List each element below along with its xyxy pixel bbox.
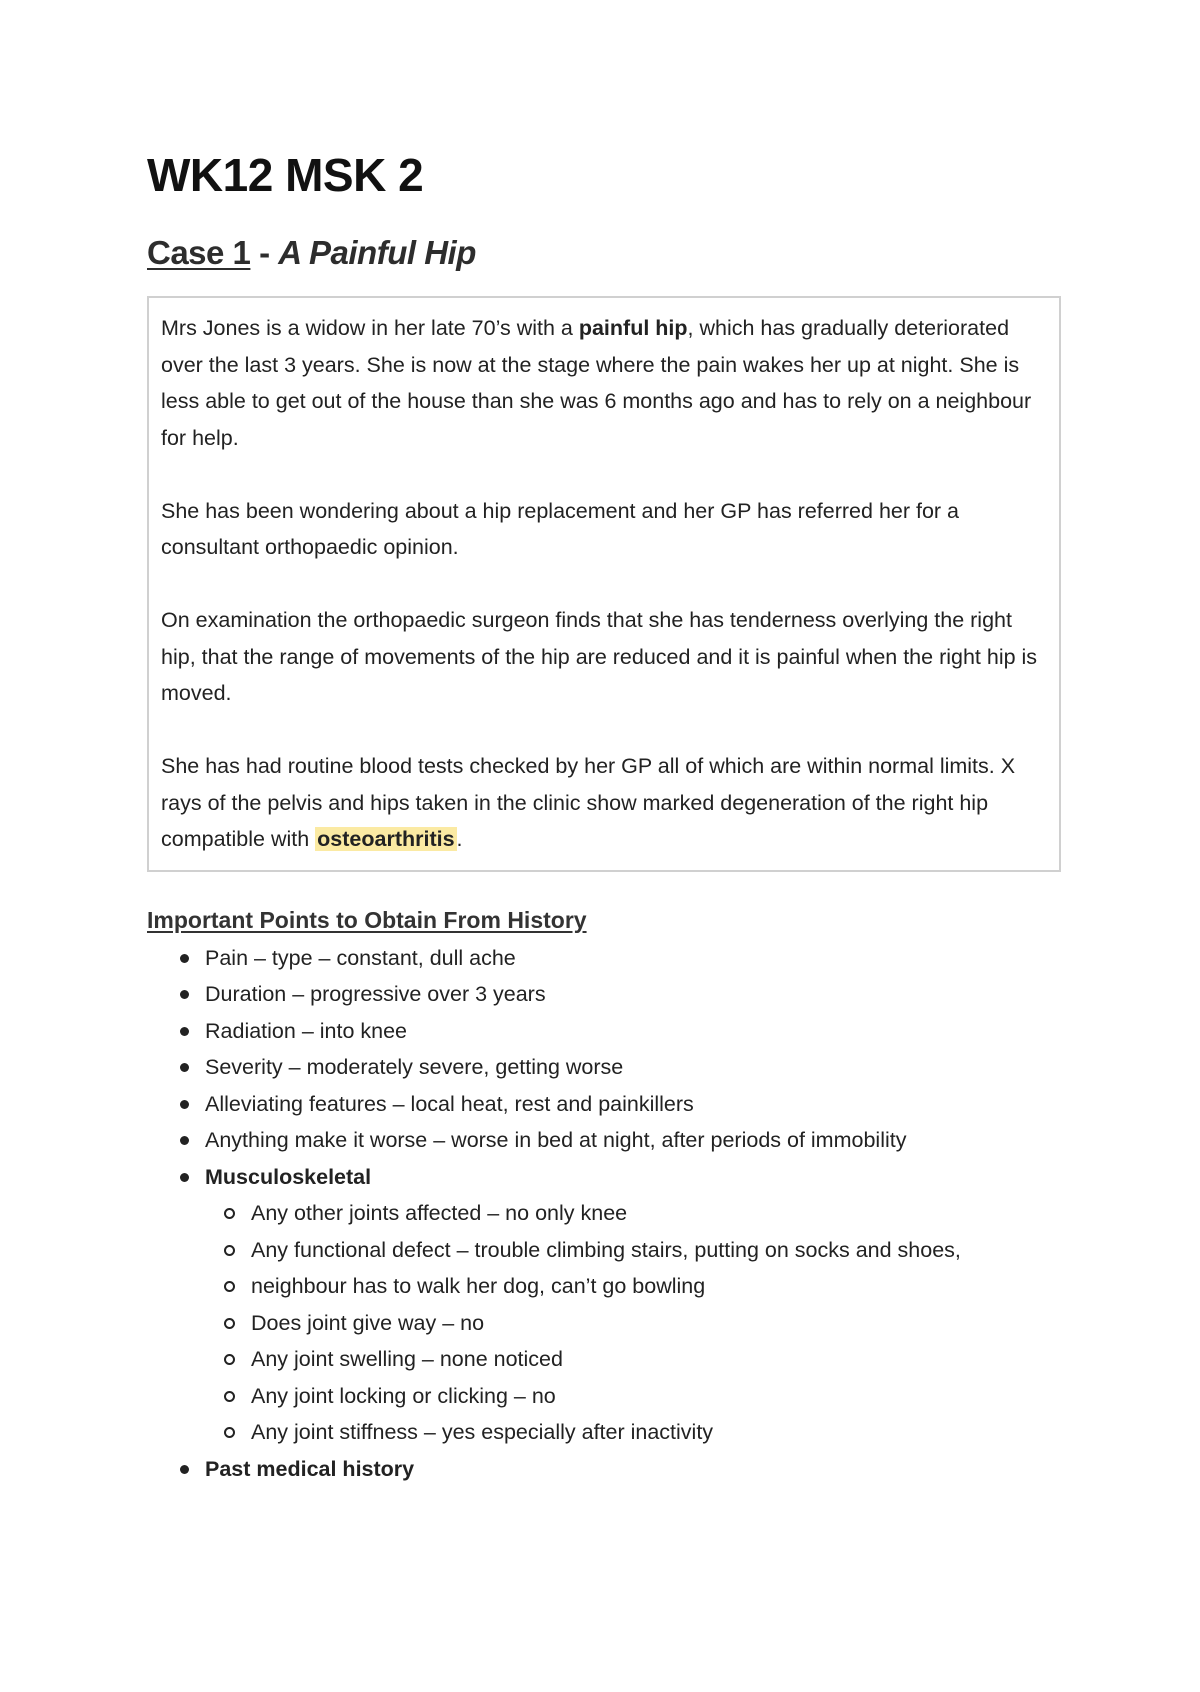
case-paragraph-1-text-a: Mrs Jones is a widow in her late 70’s with a — [161, 316, 579, 340]
case-paragraph-4-text-a: She has had routine blood tests checked by her GP all of which are within normal limits. X rays of the pelvis and hips taken in the clinic show marked degeneration of the right hip compatible with — [161, 754, 1016, 851]
history-points-list — [147, 940, 1061, 1488]
case-paragraph-3: On examination the orthopaedic surgeon finds that she has tenderness overlying the right hip, that the range of movements of the hip are reduced and it is painful when the right hip is moved. — [161, 608, 1038, 705]
painful-hip-bold: painful hip — [578, 316, 688, 340]
sub-list-item: Any joint swelling – none noticed — [205, 1341, 1061, 1378]
sub-list-item: Any other joints affected – no only knee — [205, 1195, 1061, 1232]
sub-list-item: Any functional defect – trouble climbing stairs, putting on socks and shoes, — [205, 1232, 1061, 1269]
list-item: Severity – moderately severe, getting worse — [147, 1049, 1061, 1086]
list-item: Pain – type – constant, dull ache — [147, 940, 1061, 977]
past-medical-history-item: Past medical history — [147, 1451, 1061, 1488]
list-item: Anything make it worse – worse in bed at night, after periods of immobility — [147, 1122, 1061, 1159]
case-heading — [147, 228, 1061, 278]
case-paragraph-2: She has been wondering about a hip replacement and her GP has referred her for a consultant orthopaedic opinion. — [161, 498, 960, 559]
musculoskeletal-item — [147, 1159, 1061, 1451]
list-item: Radiation – into knee — [147, 1013, 1061, 1050]
case-paragraph-1-text-b: , which has gradually deteriorated over the last 3 years. She is now at the stage where the pain wakes her up at night. She is less able to get out of the house than she was 6 months ago and has to rely on a neighbour for help. — [161, 316, 1032, 450]
case-heading-separator: - — [250, 234, 279, 271]
sub-list-item: neighbour has to walk her dog, can’t go bowling — [205, 1268, 1061, 1305]
document-title: WK12 MSK 2 — [147, 149, 424, 201]
musculoskeletal-label: Musculoskeletal — [205, 1164, 372, 1189]
case-paragraph-4 — [161, 748, 1047, 858]
case-subtitle: A Painful Hip — [278, 234, 476, 271]
document-page — [147, 142, 1061, 1487]
case-paragraph-1 — [161, 310, 1047, 456]
list-item: Duration – progressive over 3 years — [147, 976, 1061, 1013]
case-paragraph-4-text-b: . — [456, 827, 463, 851]
osteoarthritis-highlight: osteoarthritis — [317, 827, 455, 851]
musculoskeletal-sublist — [205, 1195, 1061, 1451]
case-number-label: Case 1 — [147, 234, 251, 271]
history-section-heading: Important Points to Obtain From History — [147, 906, 587, 933]
sub-list-item: Any joint stiffness – yes especially after inactivity — [205, 1414, 1061, 1451]
list-item: Alleviating features – local heat, rest and painkillers — [147, 1086, 1061, 1123]
sub-list-item: Any joint locking or clicking – no — [205, 1378, 1061, 1415]
sub-list-item: Does joint give way – no — [205, 1305, 1061, 1342]
case-description-box — [147, 296, 1061, 872]
